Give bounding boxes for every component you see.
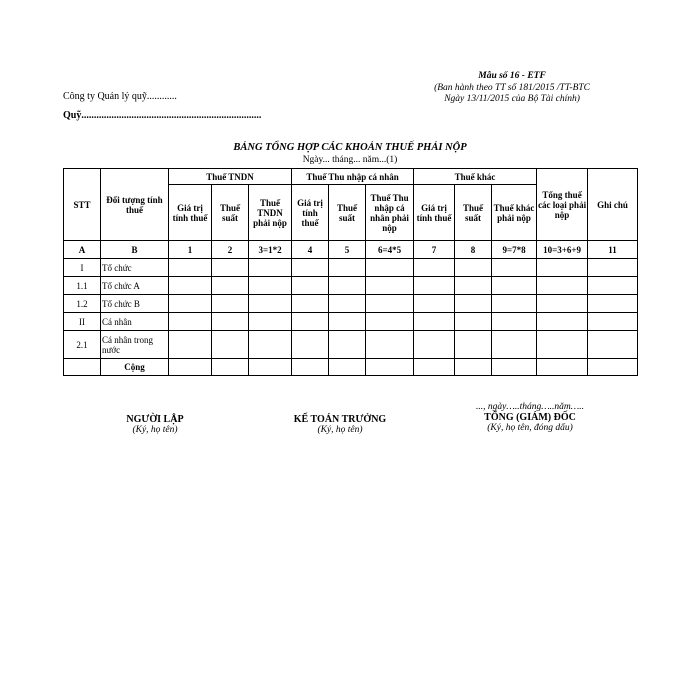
row-stt: II bbox=[64, 313, 101, 331]
preparer-signature bbox=[100, 414, 210, 435]
header-group-other: Thuế khác bbox=[414, 169, 537, 185]
row-stt: 2.1 bbox=[64, 331, 101, 359]
header-row-groups bbox=[64, 169, 638, 185]
index-cell: B bbox=[101, 241, 169, 259]
table-row bbox=[64, 259, 638, 277]
header-tncn-rate: Thuế suất bbox=[329, 185, 366, 241]
header-total: Tổng thuế các loại phải nộp bbox=[537, 169, 588, 241]
total-label: Cộng bbox=[101, 359, 169, 376]
header-tncn-base: Giá trị tính thuế bbox=[292, 185, 329, 241]
header-tndn-payable: Thuế TNDN phải nộp bbox=[249, 185, 292, 241]
index-cell: 5 bbox=[329, 241, 366, 259]
header-group-tndn: Thuế TNDN bbox=[169, 169, 292, 185]
header-other-rate: Thuế suất bbox=[455, 185, 492, 241]
header-other-payable: Thuế khác phải nộp bbox=[492, 185, 537, 241]
header-group-tncn: Thuế Thu nhập cá nhân bbox=[292, 169, 414, 185]
chief-accountant-role: KẾ TOÁN TRƯỞNG bbox=[293, 414, 387, 425]
form-issued-date: Ngày 13/11/2015 của Bộ Tài chính) bbox=[444, 94, 580, 104]
tax-summary-table bbox=[63, 168, 638, 376]
signature-date-line: ..., ngày…..tháng…..năm….. bbox=[476, 402, 584, 412]
index-cell: 3=1*2 bbox=[249, 241, 292, 259]
form-reference bbox=[434, 71, 590, 106]
row-subject: Tổ chức B bbox=[101, 295, 169, 313]
total-row bbox=[64, 359, 638, 376]
director-role: TỔNG (GIÁM) ĐỐC bbox=[484, 412, 576, 423]
form-issued-by: (Ban hành theo TT số 181/2015 /TT-BTC bbox=[434, 82, 590, 93]
index-cell: A bbox=[64, 241, 101, 259]
index-cell: 4 bbox=[292, 241, 329, 259]
preparer-note: (Ký, họ tên) bbox=[132, 425, 178, 435]
chief-accountant-note: (Ký, họ tên) bbox=[317, 425, 363, 435]
header-tndn-base: Giá trị tính thuế bbox=[169, 185, 212, 241]
form-number: Mẫu số 16 - ETF bbox=[478, 71, 546, 81]
company-block bbox=[63, 90, 261, 122]
row-stt: 1.1 bbox=[64, 277, 101, 295]
fund-name-line: Quỹ........................................................................ bbox=[63, 110, 262, 121]
index-cell: 1 bbox=[169, 241, 212, 259]
director-signature bbox=[455, 402, 605, 433]
table-row bbox=[64, 313, 638, 331]
document-title: BẢNG TỔNG HỢP CÁC KHOẢN THUẾ PHẢI NỘP bbox=[233, 142, 467, 153]
header-tndn-rate: Thuế suất bbox=[212, 185, 249, 241]
header-note: Ghi chú bbox=[588, 169, 638, 241]
row-stt: 1.2 bbox=[64, 295, 101, 313]
table-row bbox=[64, 331, 638, 359]
index-cell: 11 bbox=[588, 241, 638, 259]
company-name-line: Công ty Quản lý quỹ............ bbox=[63, 91, 177, 102]
index-cell: 10=3+6+9 bbox=[537, 241, 588, 259]
index-cell: 8 bbox=[455, 241, 492, 259]
row-subject: Tổ chức bbox=[101, 259, 169, 277]
index-cell: 7 bbox=[414, 241, 455, 259]
table-row bbox=[64, 277, 638, 295]
document-date-line: Ngày... tháng... năm...(1) bbox=[302, 155, 398, 165]
chief-accountant-signature bbox=[270, 414, 410, 435]
header-tncn-payable: Thuế Thu nhập cá nhân phải nộp bbox=[366, 185, 414, 241]
index-cell: 2 bbox=[212, 241, 249, 259]
header-other-base: Giá trị tính thuế bbox=[414, 185, 455, 241]
row-subject: Cá nhân bbox=[101, 313, 169, 331]
row-stt: I bbox=[64, 259, 101, 277]
index-row bbox=[64, 241, 638, 259]
row-subject: Tổ chức A bbox=[101, 277, 169, 295]
index-cell: 6=4*5 bbox=[366, 241, 414, 259]
header-subject: Đối tượng tính thuế bbox=[101, 169, 169, 241]
row-subject: Cá nhân trong nước bbox=[101, 331, 169, 359]
preparer-role: NGƯỜI LẬP bbox=[126, 414, 184, 425]
title-block bbox=[0, 142, 700, 166]
header-stt: STT bbox=[64, 169, 101, 241]
director-note: (Ký, họ tên, đóng dấu) bbox=[487, 423, 573, 433]
index-cell: 9=7*8 bbox=[492, 241, 537, 259]
table-row bbox=[64, 295, 638, 313]
